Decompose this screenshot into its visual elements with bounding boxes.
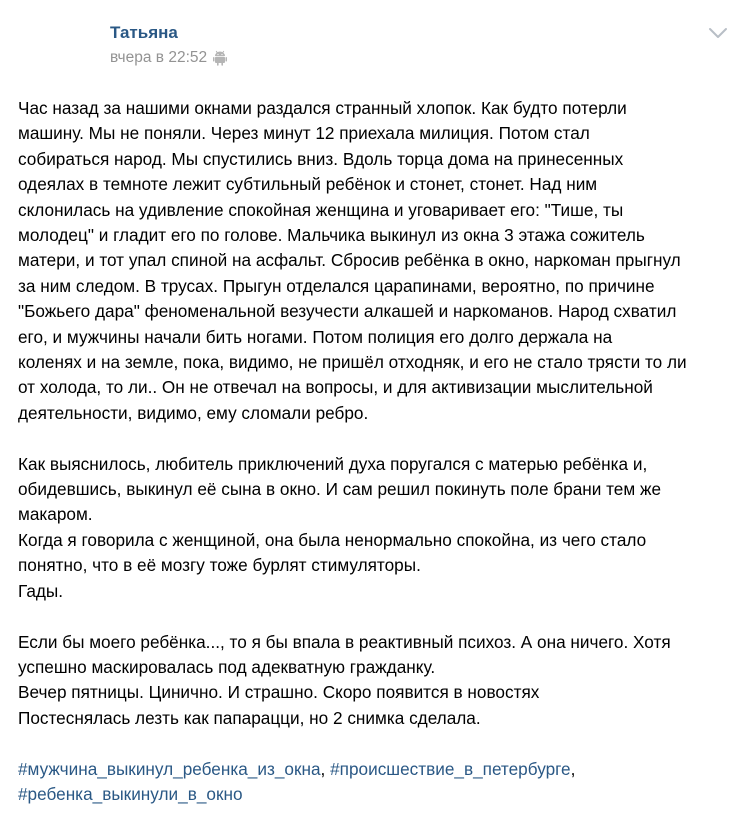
post-text	[18, 96, 728, 807]
text-line: одеялах в темноте лежит субтильный ребёнок и стонет, стонет. Над ним	[18, 174, 598, 195]
post-meta	[110, 49, 227, 67]
hashtags	[18, 757, 728, 808]
post-header	[0, 0, 750, 80]
text-line: от холода, то ли.. Он не отвечал на вопросы, и для активизации мыслительной	[18, 377, 653, 398]
chevron-down-icon[interactable]	[708, 26, 728, 40]
hashtag-separator: ,	[570, 758, 576, 779]
text-line: собираться народ. Мы спустились вниз. Вдоль торца дома на принесенных	[18, 148, 624, 169]
text-line: машину. Мы не поняли. Через минут 12 приехала милиция. Потом стал	[18, 123, 590, 144]
post-paragraph	[18, 452, 728, 604]
text-line: Вечер пятницы. Цинично. И страшно. Скоро появится в новостях	[18, 682, 540, 703]
android-icon	[213, 50, 227, 66]
text-line: деятельности, видимо, ему сломали ребро.	[18, 402, 369, 423]
text-line: макаром.	[18, 504, 93, 525]
text-line: Если бы моего ребёнка..., то я бы впала в реактивный психоз. А она ничего. Хотя	[18, 631, 671, 652]
post-paragraph	[18, 96, 728, 426]
hashtag-line	[18, 757, 728, 782]
text-line: склонилась на удивление спокойная женщина и уговаривает его: "Тише, ты	[18, 199, 624, 220]
text-line: Час назад за нашими окнами раздался странный хлопок. Как будто потерли	[18, 98, 627, 118]
hashtag-separator: ,	[320, 758, 331, 779]
text-line: обидевшись, выкинул её сына в окно. И сам решил покинуть поле брани тем же	[18, 479, 662, 500]
text-line: успешно маскировалась под адекватную гражданку.	[18, 656, 436, 677]
text-line: молодец" и гладит его по голове. Мальчика выкинул из окна 3 этажа сожитель	[18, 225, 645, 246]
text-line: Гады.	[18, 580, 64, 601]
hashtag-link[interactable]: #ребенка_выкинули_в_окно	[18, 783, 243, 804]
text-line: матери, и тот упал спиной на асфальт. Сбросив ребёнка в окно, наркоман прыгнул	[18, 250, 681, 271]
text-line: коленях и на земле, пока, видимо, не пришёл отходняк, и его не стало трясти то ли	[18, 352, 687, 373]
text-line: Как выяснилось, любитель приключений духа поругался с матерью ребёнка и,	[18, 453, 648, 474]
post-paragraph	[18, 630, 728, 732]
post-time[interactable]: вчера в 22:52	[110, 49, 208, 66]
text-line: Постеснялась лезть как папарацци, но 2 снимка сделала.	[18, 707, 481, 728]
text-line: за ним следом. В трусах. Прыгун отделался царапинами, вероятно, по причине	[18, 275, 655, 296]
hashtag-line	[18, 782, 728, 807]
hashtag-link[interactable]: #происшествие_в_петербурге	[330, 758, 571, 779]
text-line: понятно, что в её мозгу тоже бурлят стимуляторы.	[18, 555, 421, 576]
text-line: Когда я говорила с женщиной, она была ненормально спокойна, из чего стало	[18, 529, 647, 550]
text-line: его, и мужчины начали бить ногами. Потом полиция его долго держала на	[18, 326, 613, 347]
author-name[interactable]: Татьяна	[110, 23, 178, 42]
hashtag-link[interactable]: #мужчина_выкинул_ребенка_из_окна	[18, 758, 321, 779]
text-line: "Божьего дара" феноменальной везучести алкашей и наркоманов. Народ схватил	[18, 301, 677, 322]
